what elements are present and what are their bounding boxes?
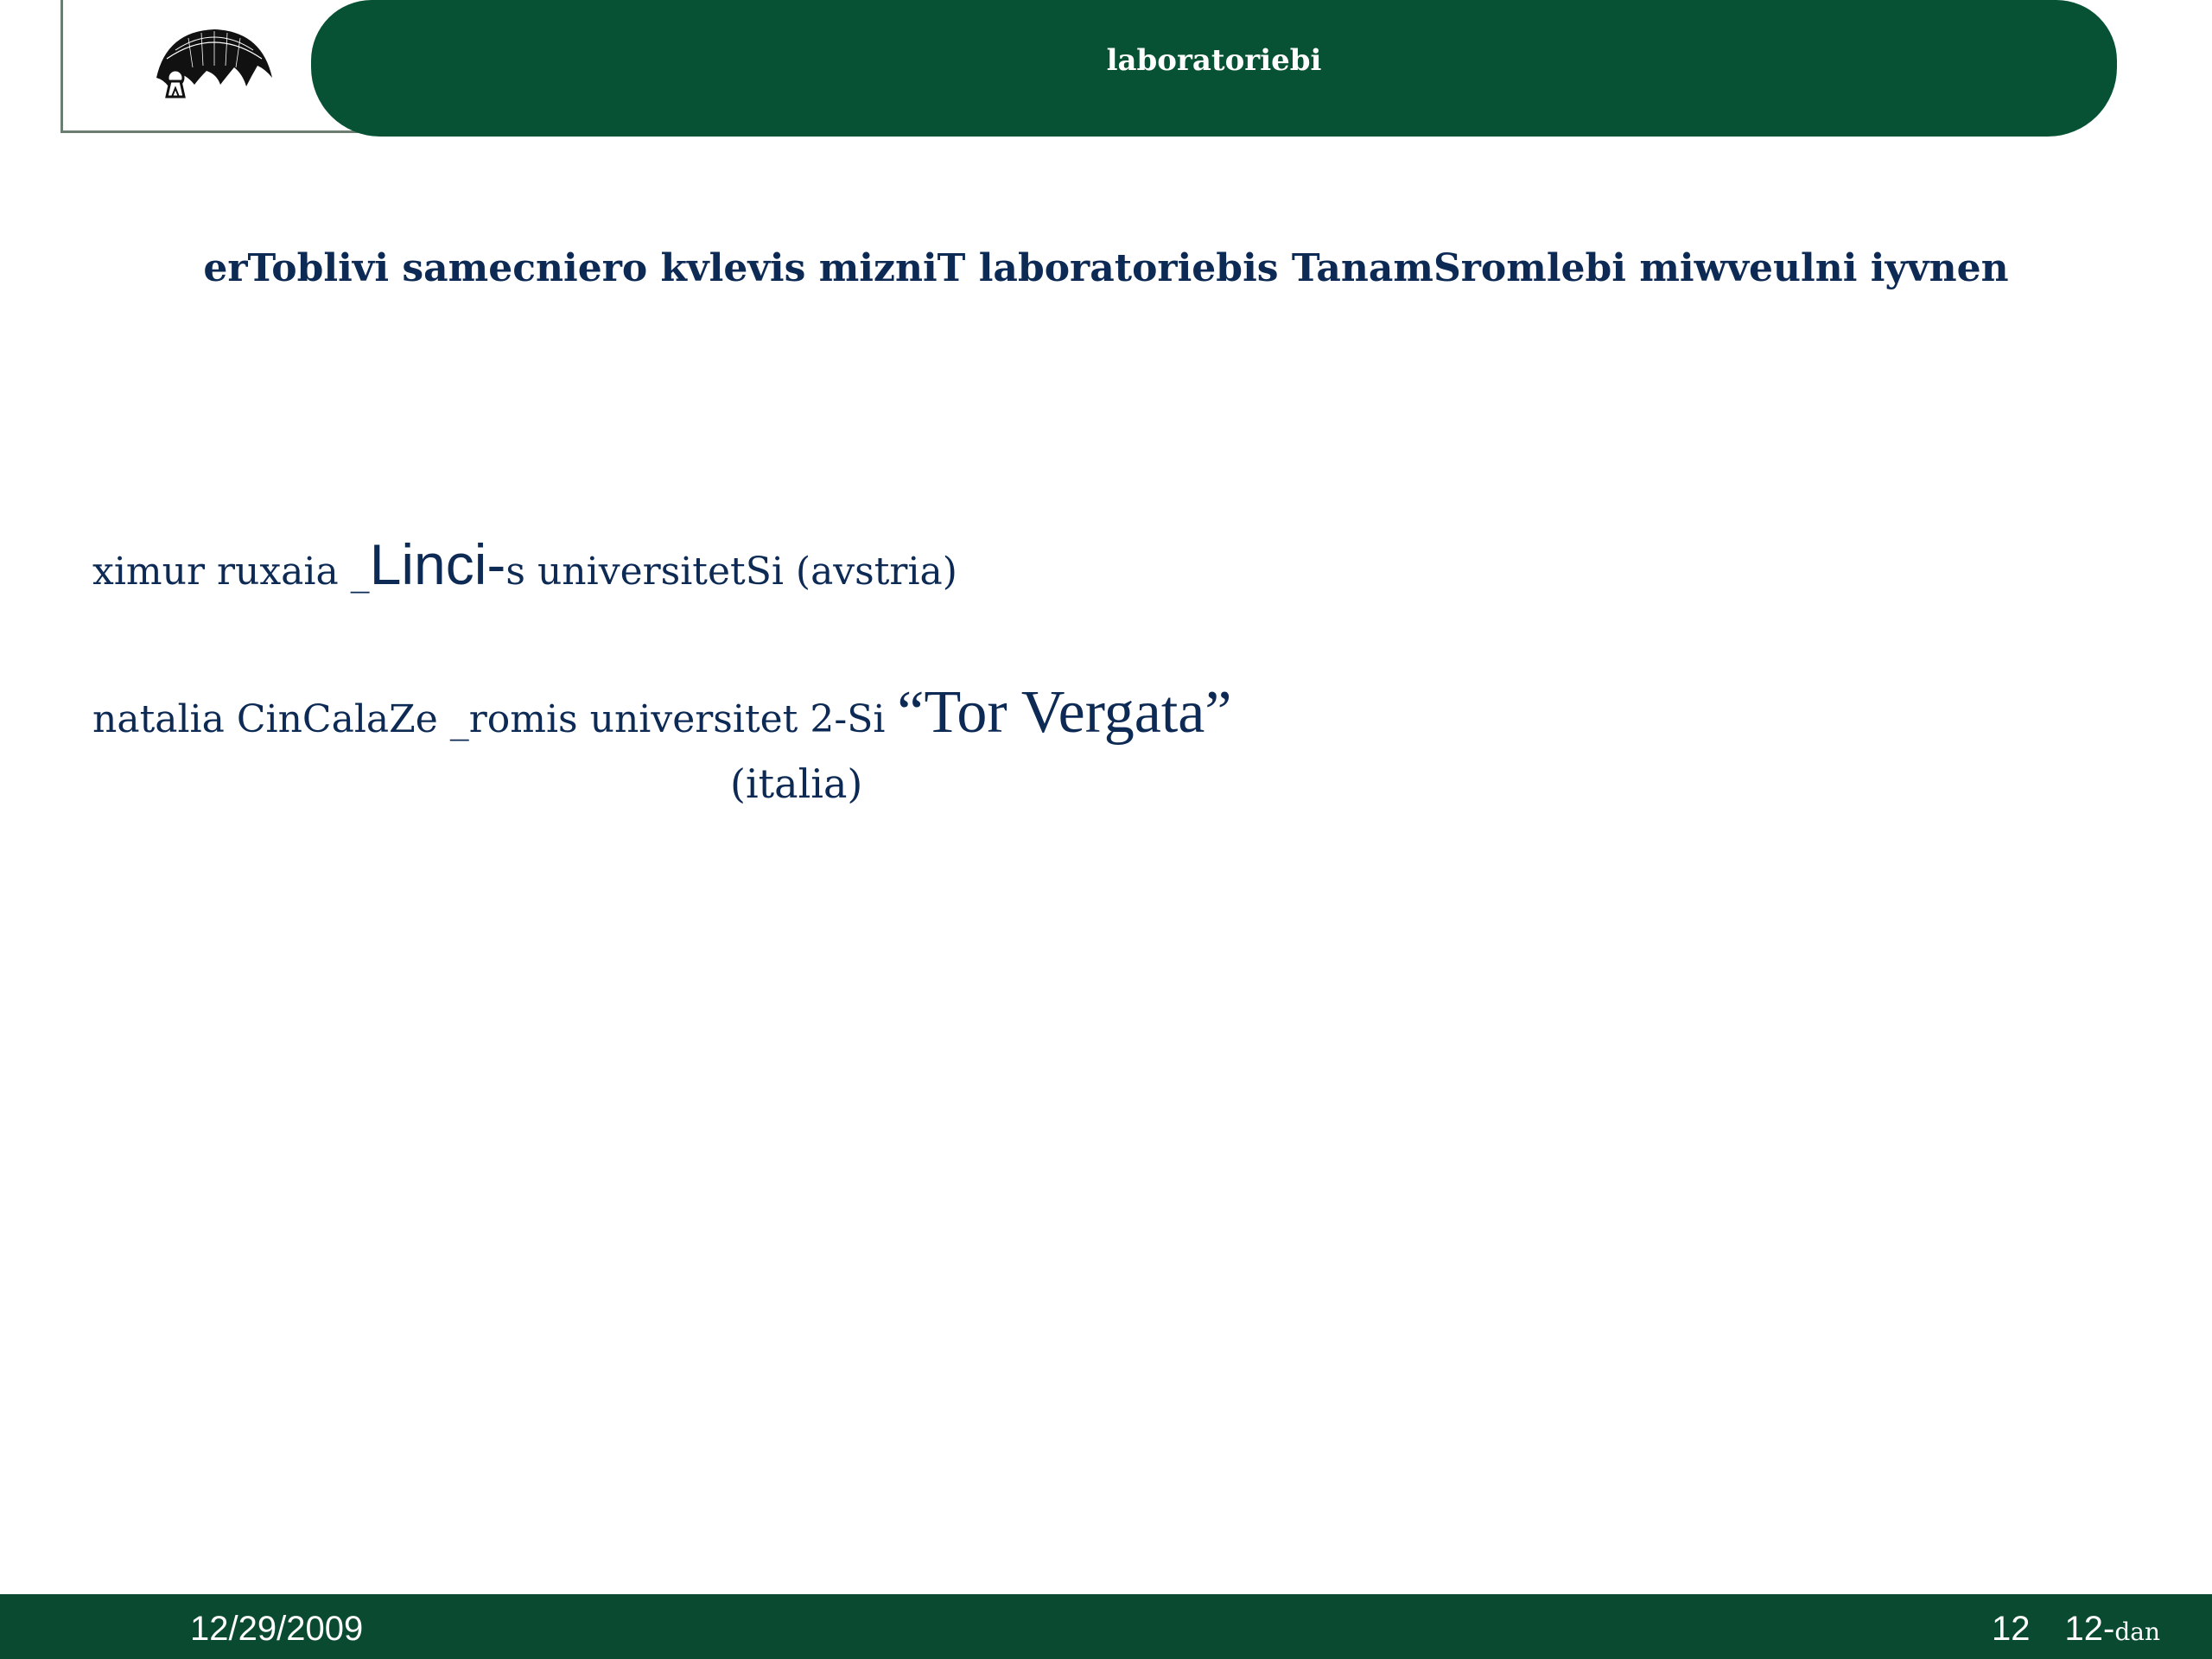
footer-page-info bbox=[1992, 1610, 2160, 1649]
text-line-rome bbox=[92, 678, 1231, 747]
header-title: laboratoriebi bbox=[1106, 43, 1322, 78]
line1-suffix: s universitetSi (avstria) bbox=[505, 550, 957, 594]
footer-page-number: 12 bbox=[1992, 1610, 2031, 1648]
footer-date: 12/29/2009 bbox=[190, 1610, 364, 1648]
line2-prefix: natalia CinCalaZe _romis universitet 2-Si bbox=[92, 697, 898, 741]
text-line-italia: (italia) bbox=[730, 760, 863, 807]
header-bar bbox=[311, 0, 2117, 137]
line1-prefix: ximur ruxaia _ bbox=[92, 550, 370, 594]
footer-page-label-small: dan bbox=[2114, 1618, 2160, 1646]
footer-page-label-main: 12- bbox=[2064, 1610, 2115, 1648]
slide-subtitle: erToblivi samecniero kvlevis mizniT laboratoriebis TanamSromlebi miwveulni iyvnen bbox=[203, 246, 2009, 290]
dome-building-icon bbox=[149, 24, 279, 106]
line1-emphasis: Linci- bbox=[369, 532, 506, 596]
line2-emphasis: “Tor Vergata” bbox=[897, 679, 1232, 746]
text-line-linz bbox=[92, 531, 957, 597]
footer-bar bbox=[0, 1594, 2212, 1659]
